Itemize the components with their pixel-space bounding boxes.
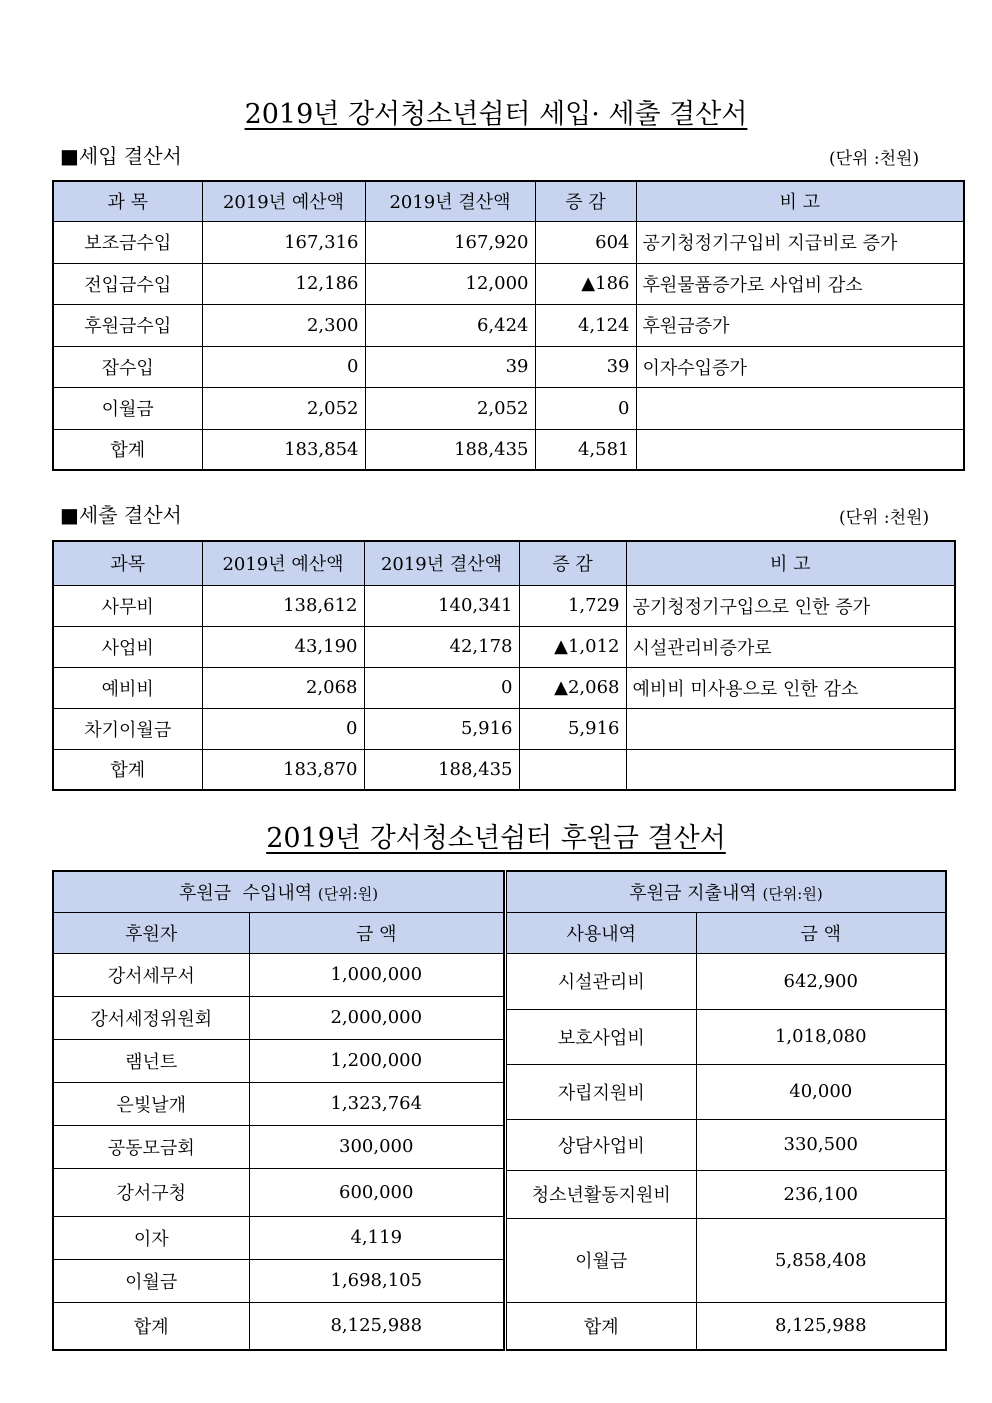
income-amount: 1,323,764 (249, 1082, 504, 1125)
expense-usage: 자립지원비 (505, 1064, 696, 1119)
expense-title: 후원금 지출내역 (629, 882, 757, 904)
revenue-subject: 잡수입 (53, 346, 202, 387)
expense-change: ▲1,012 (519, 626, 626, 667)
expense-note (626, 708, 955, 749)
revenue-header-subject: 과 목 (53, 181, 202, 221)
income-donor: 은빛날개 (53, 1082, 249, 1125)
revenue-settlement: 167,920 (365, 221, 535, 263)
revenue-budget: 167,316 (202, 221, 365, 263)
table-row (53, 1039, 504, 1082)
revenue-change: 39 (535, 346, 636, 387)
expense-usage: 청소년활동지원비 (505, 1170, 696, 1218)
revenue-change: 604 (535, 221, 636, 263)
expense-amount: 1,018,080 (696, 1009, 946, 1064)
expense-amount: 5,858,408 (696, 1218, 946, 1302)
revenue-table (52, 180, 965, 471)
table-row (53, 1259, 504, 1302)
table-row (505, 1218, 946, 1302)
revenue-unit: (단위 :천원) (829, 149, 920, 169)
revenue-settlement: 12,000 (365, 263, 535, 304)
expense-settlement: 5,916 (364, 708, 519, 749)
revenue-settlement: 39 (365, 346, 535, 387)
revenue-settlement: 2,052 (365, 387, 535, 429)
revenue-change: 4,581 (535, 429, 636, 470)
income-amount: 300,000 (249, 1125, 504, 1168)
table-row (53, 626, 955, 667)
expense-settlement: 188,435 (364, 749, 519, 790)
expense-header-usage: 사용내역 (505, 912, 696, 953)
table-row (505, 1009, 946, 1064)
income-donor: 강서세무서 (53, 953, 249, 996)
expense-change (519, 749, 626, 790)
expense-note: 예비비 미사용으로 인한 감소 (626, 667, 955, 708)
revenue-note: 이자수입증가 (636, 346, 964, 387)
expense-amount: 236,100 (696, 1170, 946, 1218)
donation-income-table (52, 870, 505, 1351)
expense-total: 8,125,988 (696, 1302, 946, 1350)
income-header-donor: 후원자 (53, 912, 249, 953)
expense-settlement: 140,341 (364, 585, 519, 626)
revenue-header-note: 비 고 (636, 181, 964, 221)
expense-header-subject: 과목 (53, 541, 202, 585)
expense-usage: 상담사업비 (505, 1119, 696, 1170)
income-title: 후원금 수입내역 (178, 882, 313, 904)
table-row (505, 1064, 946, 1119)
revenue-subject: 후원금수입 (53, 304, 202, 346)
revenue-change: 4,124 (535, 304, 636, 346)
table-row (53, 263, 964, 304)
expense-subject: 합계 (53, 749, 202, 790)
expense-table (52, 540, 956, 791)
expense-settlement: 0 (364, 667, 519, 708)
income-donor: 공동모금회 (53, 1125, 249, 1168)
income-donor: 이자 (53, 1216, 249, 1259)
expense-budget: 2,068 (202, 667, 364, 708)
revenue-note: 공기청정기구입비 지급비로 증가 (636, 221, 964, 263)
expense-unit: (단위 :천원) (839, 508, 930, 528)
income-amount: 4,119 (249, 1216, 504, 1259)
table-row (53, 1082, 504, 1125)
expense-settlement: 42,178 (364, 626, 519, 667)
expense-amount: 642,900 (696, 953, 946, 1009)
expense-total-label: 합계 (505, 1302, 696, 1350)
expense-header-note: 비 고 (626, 541, 955, 585)
income-donor: 램넌트 (53, 1039, 249, 1082)
income-donor: 강서구청 (53, 1168, 249, 1216)
income-header-amount: 금 액 (249, 912, 504, 953)
table-row (53, 304, 964, 346)
table-row (53, 708, 955, 749)
table-row (505, 1170, 946, 1218)
expense-change: 1,729 (519, 585, 626, 626)
revenue-heading: ■세입 결산서 (60, 144, 182, 168)
income-unit: (단위:원) (317, 884, 379, 903)
expense-change: 5,916 (519, 708, 626, 749)
expense-amount: 330,500 (696, 1119, 946, 1170)
expense-subject: 예비비 (53, 667, 202, 708)
table-row (505, 1302, 946, 1350)
table-row (53, 1168, 504, 1216)
expense-budget: 43,190 (202, 626, 364, 667)
income-amount: 600,000 (249, 1168, 504, 1216)
table-row (53, 1302, 504, 1350)
revenue-budget: 183,854 (202, 429, 365, 470)
revenue-note (636, 429, 964, 470)
table-row (505, 953, 946, 1009)
table-row (53, 221, 964, 263)
expense-usage: 보호사업비 (505, 1009, 696, 1064)
revenue-note: 후원물품증가로 사업비 감소 (636, 263, 964, 304)
income-donor: 강서세정위원회 (53, 996, 249, 1039)
revenue-subject: 전입금수입 (53, 263, 202, 304)
table-row (505, 1119, 946, 1170)
revenue-note: 후원금증가 (636, 304, 964, 346)
table-row (53, 387, 964, 429)
expense-header-settlement: 2019년 결산액 (364, 541, 519, 585)
revenue-change: ▲186 (535, 263, 636, 304)
revenue-settlement: 188,435 (365, 429, 535, 470)
revenue-header-budget: 2019년 예산액 (202, 181, 365, 221)
table-row (53, 1125, 504, 1168)
expense-section-header (505, 871, 946, 912)
revenue-header-settlement: 2019년 결산액 (365, 181, 535, 221)
revenue-budget: 0 (202, 346, 365, 387)
revenue-subject: 이월금 (53, 387, 202, 429)
revenue-change: 0 (535, 387, 636, 429)
expense-unit: (단위:원) (762, 884, 823, 903)
income-total: 8,125,988 (249, 1302, 504, 1350)
table-row (53, 953, 504, 996)
donation-expense-table (503, 870, 947, 1351)
expense-usage: 이월금 (505, 1218, 696, 1302)
table-row (53, 346, 964, 387)
expense-budget: 183,870 (202, 749, 364, 790)
table-row (53, 996, 504, 1039)
revenue-budget: 12,186 (202, 263, 365, 304)
revenue-header-change: 증 감 (535, 181, 636, 221)
income-donor: 이월금 (53, 1259, 249, 1302)
expense-budget: 0 (202, 708, 364, 749)
expense-change: ▲2,068 (519, 667, 626, 708)
donation-title: 2019년 강서청소년쉼터 후원금 결산서 (266, 823, 726, 854)
revenue-settlement: 6,424 (365, 304, 535, 346)
table-row (53, 1216, 504, 1259)
revenue-budget: 2,300 (202, 304, 365, 346)
expense-header-budget: 2019년 예산액 (202, 541, 364, 585)
income-amount: 1,000,000 (249, 953, 504, 996)
expense-amount: 40,000 (696, 1064, 946, 1119)
income-total-label: 합계 (53, 1302, 249, 1350)
expense-subject: 사업비 (53, 626, 202, 667)
income-amount: 1,698,105 (249, 1259, 504, 1302)
expense-header-change: 증 감 (519, 541, 626, 585)
expense-heading: ■세출 결산서 (60, 503, 182, 527)
revenue-subject: 합계 (53, 429, 202, 470)
revenue-subject: 보조금수입 (53, 221, 202, 263)
expense-subject: 사무비 (53, 585, 202, 626)
table-row (53, 667, 955, 708)
expense-header-amount: 금 액 (696, 912, 946, 953)
expense-note: 시설관리비증가로 (626, 626, 955, 667)
expense-note: 공기청정기구입으로 인한 증가 (626, 585, 955, 626)
page-title: 2019년 강서청소년쉼터 세입· 세출 결산서 (244, 99, 748, 130)
income-section-header (53, 871, 504, 912)
table-row (53, 749, 955, 790)
expense-note (626, 749, 955, 790)
expense-subject: 차기이월금 (53, 708, 202, 749)
expense-usage: 시설관리비 (505, 953, 696, 1009)
income-amount: 2,000,000 (249, 996, 504, 1039)
revenue-budget: 2,052 (202, 387, 365, 429)
expense-budget: 138,612 (202, 585, 364, 626)
income-amount: 1,200,000 (249, 1039, 504, 1082)
table-row (53, 429, 964, 470)
table-row (53, 585, 955, 626)
revenue-note (636, 387, 964, 429)
